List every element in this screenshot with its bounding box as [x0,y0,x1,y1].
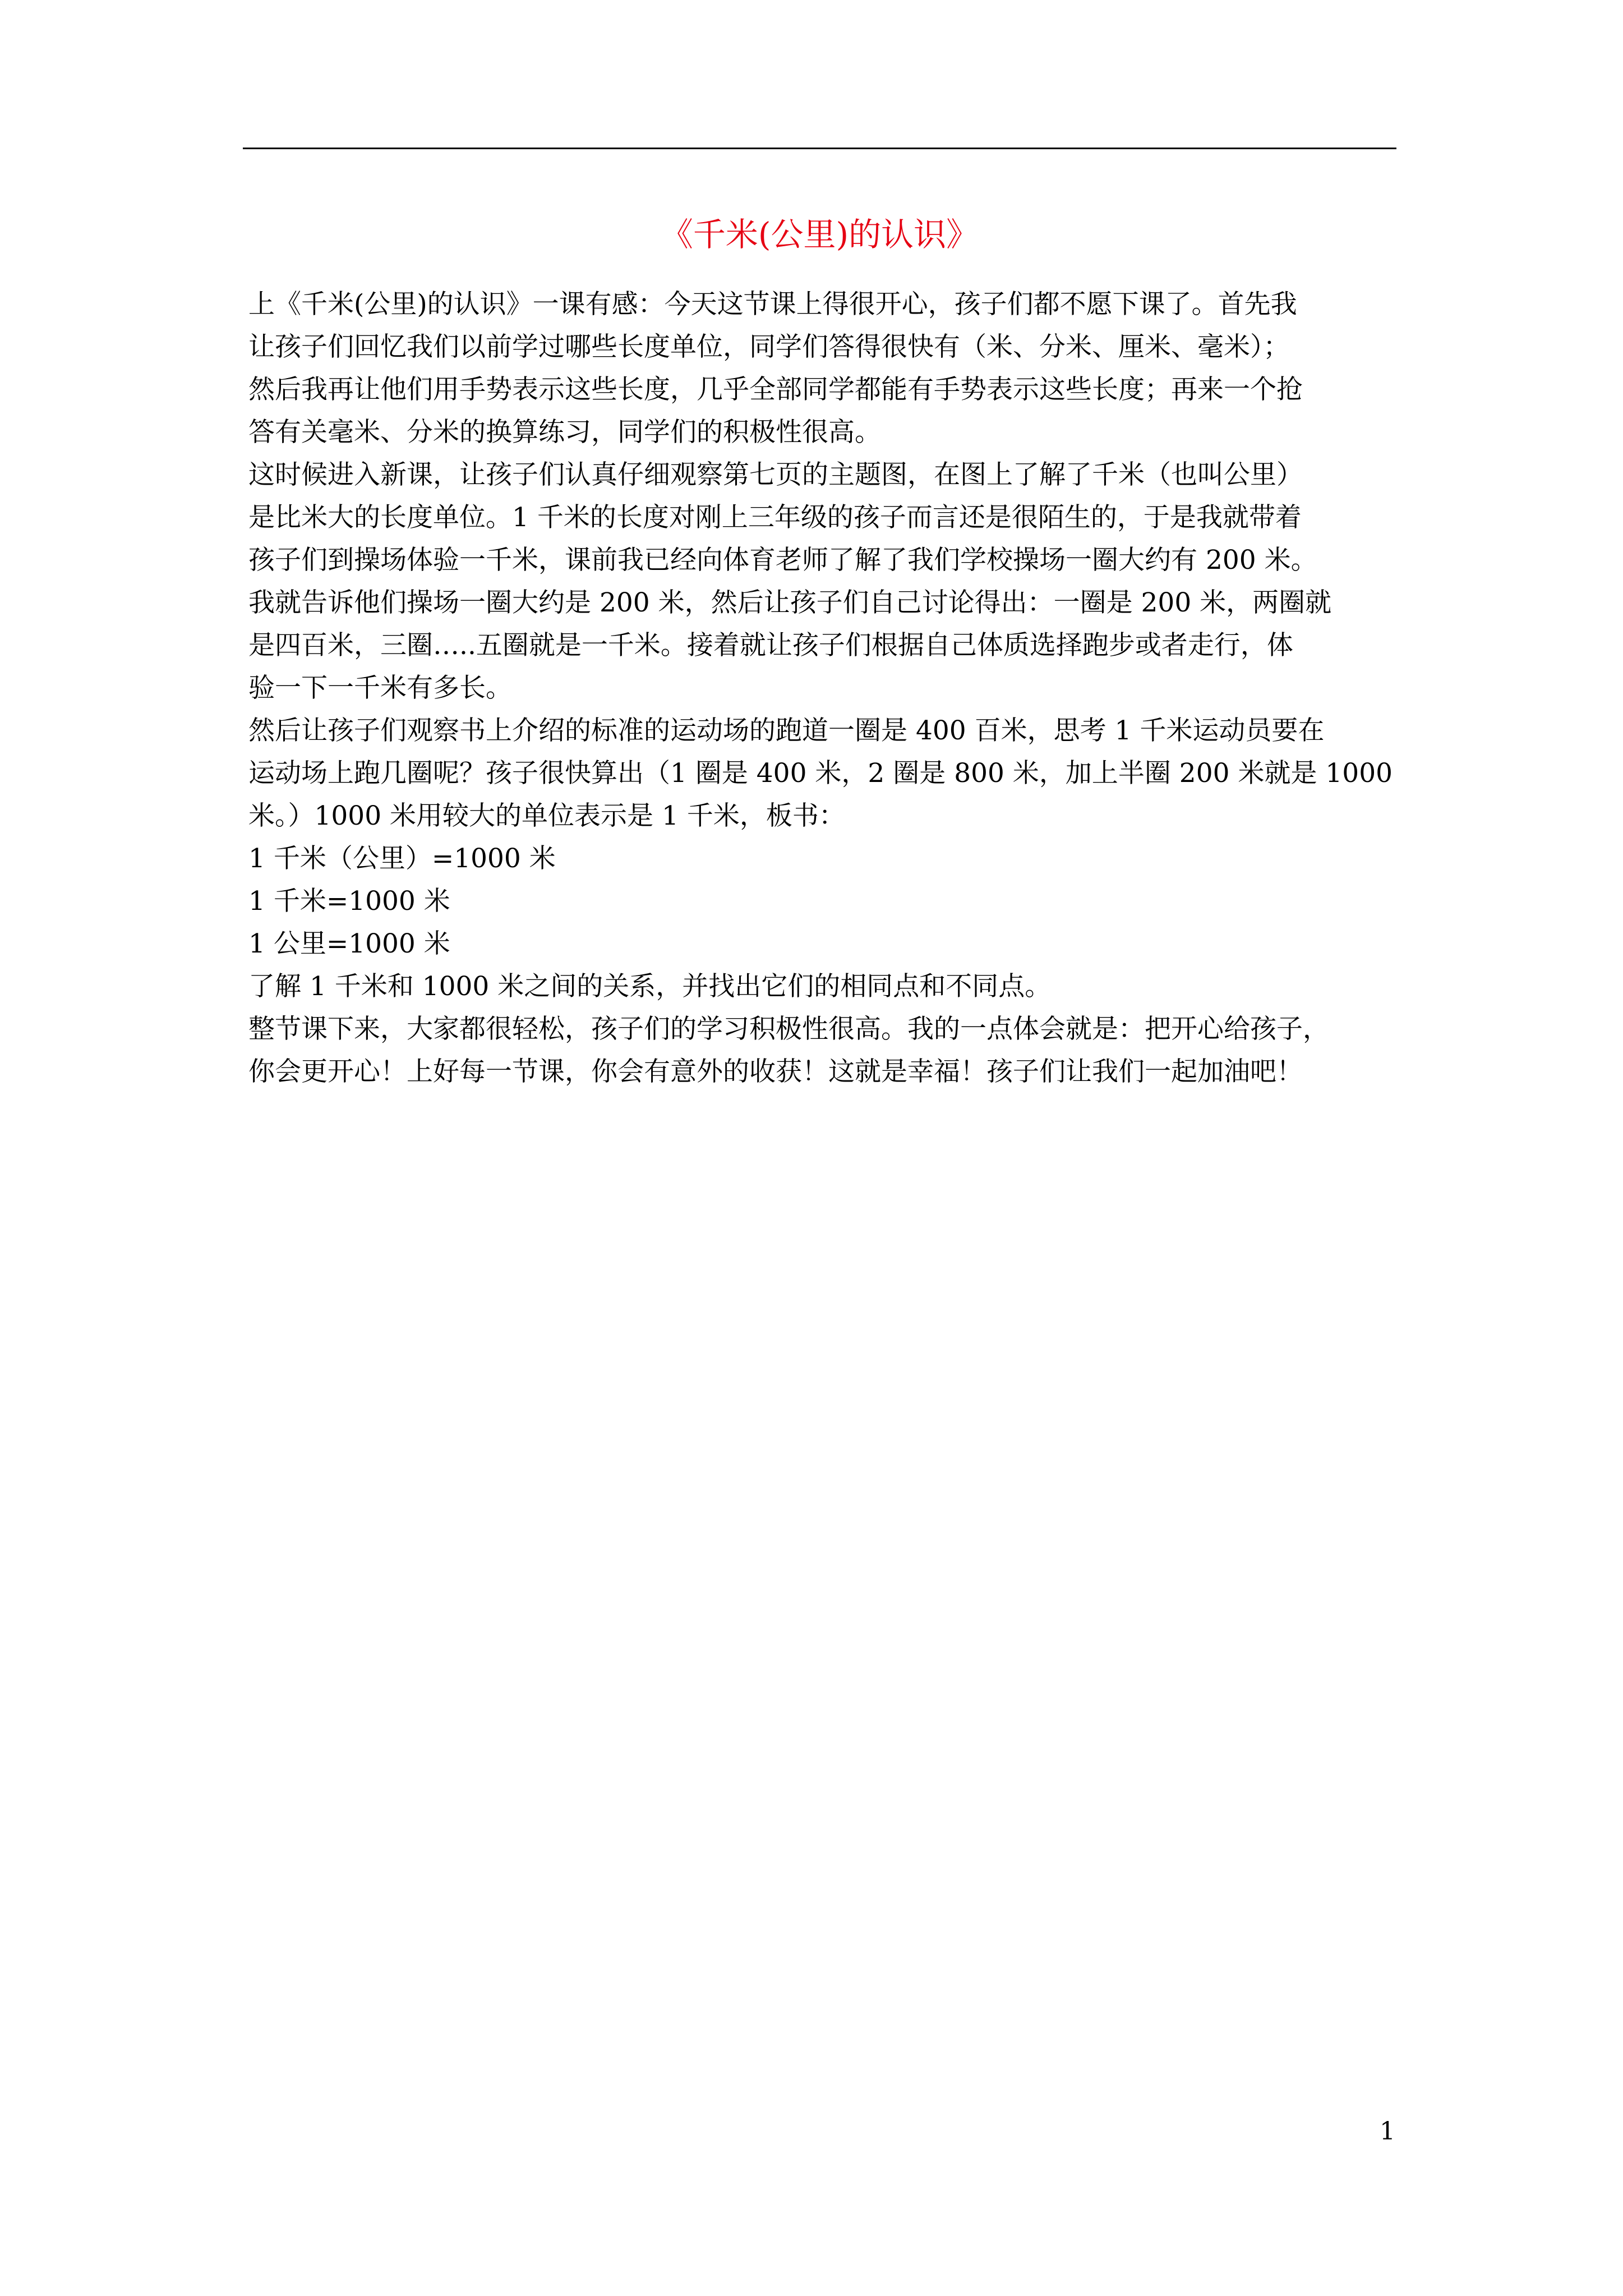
body-line: 我就告诉他们操场一圈大约是 200 米，然后让孩子们自己讨论得出：一圈是 200 米，两圈就 [248,587,1332,618]
body-line: 运动场上跑几圈呢？孩子很快算出（1 圈是 400 米，2 圈是 800 米，加上半圈 200 米就是 1000 [248,758,1393,789]
body-line: 然后我再让他们用手势表示这些长度，几乎全部同学都能有手势表示这些长度；再来一个抢 [248,374,1303,405]
formula-line: 1 千米=1000 米 [248,886,450,917]
header-rule [243,148,1396,149]
page-number: 1 [1380,2117,1395,2146]
document-title: 《千米(公里)的认识》 [660,215,979,254]
body-line: 验一下一千米有多长。 [248,673,512,703]
document-body [248,283,1393,1093]
body-line: 上《千米(公里)的认识》一课有感：今天这节课上得很开心，孩子们都不愿下课了。首先我 [248,289,1297,320]
body-line: 这时候进入新课，让孩子们认真仔细观察第七页的主题图，在图上了解了千米（也叫公里） [248,459,1303,490]
body-line: 是四百米，三圈…..五圈就是一千米。接着就让孩子们根据自己体质选择跑步或者走行，体 [248,630,1293,661]
body-line: 你会更开心！上好每一节课，你会有意外的收获！这就是幸福！孩子们让我们一起加油吧！ [248,1056,1303,1087]
body-line: 答有关毫米、分米的换算练习，同学们的积极性很高。 [248,417,881,448]
body-line: 孩子们到操场体验一千米，课前我已经向体育老师了解了我们学校操场一圈大约有 200 米。 [248,545,1317,576]
body-line: 是比米大的长度单位。1 千米的长度对刚上三年级的孩子而言还是很陌生的，于是我就带着 [248,502,1302,533]
body-line: 米。）1000 米用较大的单位表示是 1 千米，板书： [248,800,845,831]
body-line: 了解 1 千米和 1000 米之间的关系，并找出它们的相同点和不同点。 [248,971,1052,1002]
body-line: 让孩子们回忆我们以前学过哪些长度单位，同学们答得很快有（米、分米、厘米、毫米）； [248,332,1290,362]
body-line: 整节课下来，大家都很轻松，孩子们的学习积极性很高。我的一点体会就是：把开心给孩子， [248,1014,1329,1045]
formula-line: 1 千米（公里）=1000 米 [248,843,556,874]
body-line: 然后让孩子们观察书上介绍的标准的运动场的跑道一圈是 400 百米，思考 1 千米运动员要在 [248,715,1325,746]
formula-line: 1 公里=1000 米 [248,928,450,959]
